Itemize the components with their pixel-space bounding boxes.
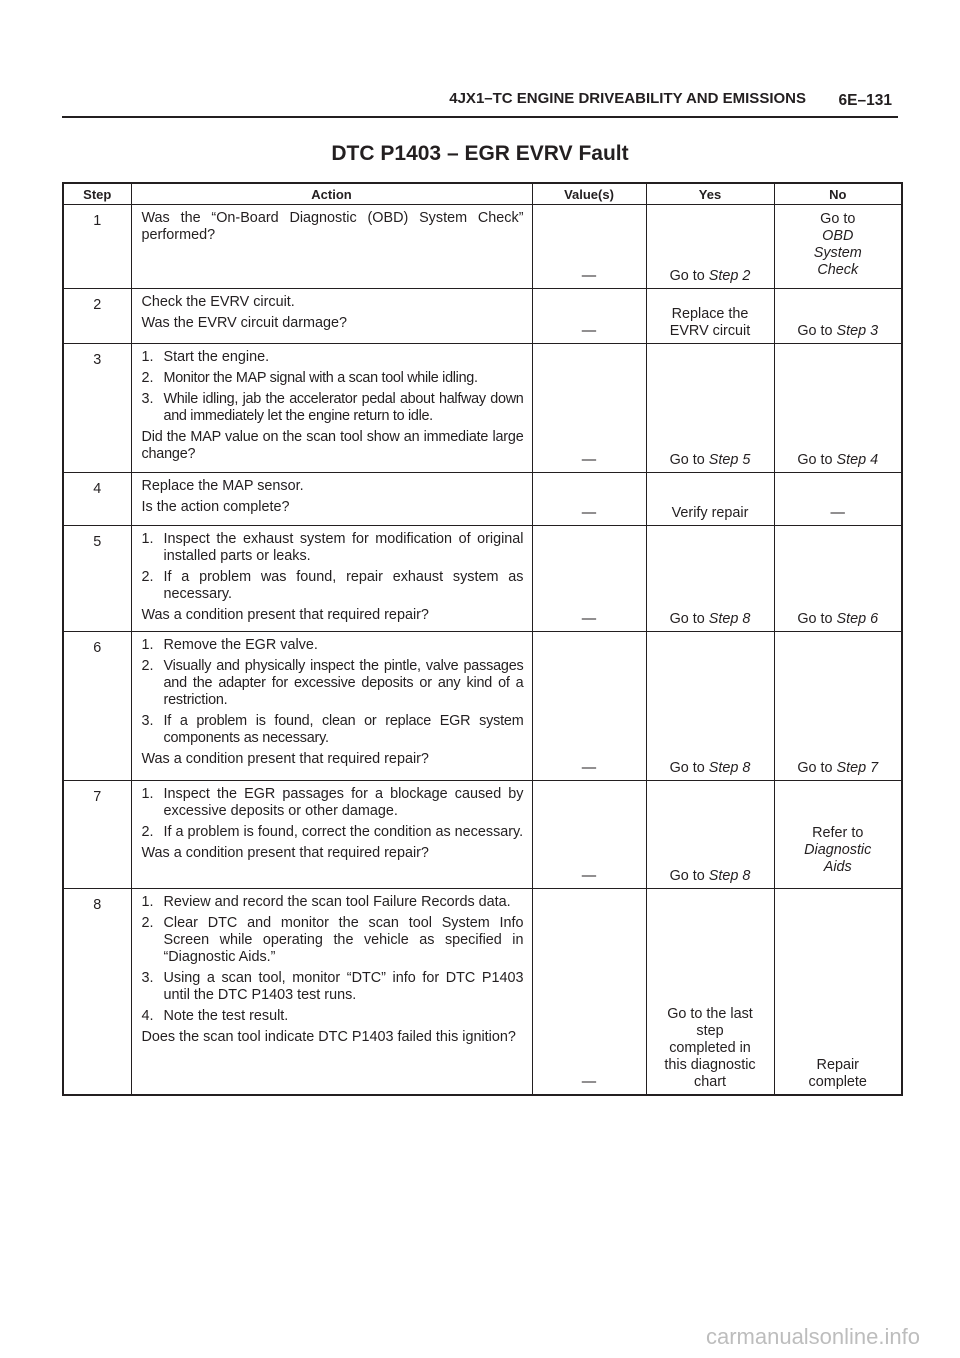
value-cell: — <box>532 205 646 289</box>
list-item: 3. Using a scan tool, monitor “DTC” info for DTC P1403 until the DTC P1403 test runs. <box>141 970 524 1003</box>
value-cell: — <box>532 632 646 781</box>
list-item: 2. Visually and physically inspect the pintle, valve passages and the adapter for excessive deposits or any kind of a restriction. <box>141 658 524 708</box>
no-cell: Go to Step 3 <box>774 289 902 344</box>
question: Was the “On-Board Diagnostic (OBD) System Check” performed? <box>141 210 524 243</box>
yes-cell: Verify repair <box>646 473 774 526</box>
table-row <box>63 781 902 889</box>
question: Was the EVRV circuit darmage? <box>141 315 348 331</box>
section-title: 4JX1–TC ENGINE DRIVEABILITY AND EMISSIONS <box>449 90 806 107</box>
question: Did the MAP value on the scan tool show an immediate large change? <box>141 429 524 462</box>
list-item: 2. If a problem was found, repair exhaust system as necessary. <box>141 569 524 602</box>
list-item: 2. Monitor the MAP signal with a scan tool while idling. <box>141 370 478 386</box>
no-cell: Repair complete <box>774 889 902 1095</box>
table-row <box>63 289 902 344</box>
col-no: No <box>774 183 902 205</box>
page-number: 6E–131 <box>838 92 892 109</box>
yes-cell: Go to Step 8 <box>646 781 774 889</box>
action-cell <box>131 889 532 1095</box>
yes-cell: Go to the last step completed in this diagnostic chart <box>646 889 774 1095</box>
list-item: 1. Inspect the EGR passages for a blockage caused by excessive deposits or other damage. <box>141 786 524 819</box>
action-cell <box>131 632 532 781</box>
value-cell: — <box>532 526 646 632</box>
action-cell <box>131 205 532 289</box>
step-number: 8 <box>63 889 131 1095</box>
action-cell <box>131 344 532 473</box>
table-row <box>63 205 902 289</box>
question: Is the action complete? <box>141 499 290 515</box>
yes-cell: Go to Step 5 <box>646 344 774 473</box>
question: Does the scan tool indicate DTC P1403 failed this ignition? <box>141 1029 516 1045</box>
no-cell: Go to Step 4 <box>774 344 902 473</box>
list-item: 3. While idling, jab the accelerator pedal about halfway down and immediately let the engine return to idle. <box>141 391 524 424</box>
value-cell: — <box>532 289 646 344</box>
step-number: 2 <box>63 289 131 344</box>
yes-cell: Go to Step 8 <box>646 632 774 781</box>
table-row <box>63 344 902 473</box>
question: Was a condition present that required repair? <box>141 845 429 861</box>
table-row <box>63 473 902 526</box>
value-cell: — <box>532 473 646 526</box>
value-cell: — <box>532 781 646 889</box>
table-header-row <box>63 183 902 205</box>
list-item: 1. Inspect the exhaust system for modification of original installed parts or leaks. <box>141 531 524 564</box>
step-number: 4 <box>63 473 131 526</box>
list-item: 4. Note the test result. <box>141 1008 289 1024</box>
question: Was a condition present that required repair? <box>141 607 429 623</box>
step-number: 6 <box>63 632 131 781</box>
no-cell: Go to Step 7 <box>774 632 902 781</box>
table-row <box>63 632 902 781</box>
col-step: Step <box>63 183 131 205</box>
col-yes: Yes <box>646 183 774 205</box>
list-item: 1. Start the engine. <box>141 349 270 365</box>
col-action: Action <box>131 183 532 205</box>
list-item: 1. Review and record the scan tool Failure Records data. <box>141 894 511 910</box>
no-cell: Refer to Diagnostic Aids <box>774 781 902 889</box>
table-row <box>63 889 902 1095</box>
diagnostic-table <box>62 182 903 1096</box>
step-number: 3 <box>63 344 131 473</box>
yes-cell: Replace the EVRV circuit <box>646 289 774 344</box>
step-number: 7 <box>63 781 131 889</box>
page-title: DTC P1403 – EGR EVRV Fault <box>331 142 629 165</box>
no-cell: Go to OBD System Check <box>774 205 902 289</box>
no-cell: — <box>774 473 902 526</box>
action-cell <box>131 781 532 889</box>
list-item: 3. If a problem is found, clean or replace EGR system components as necessary. <box>141 713 524 746</box>
list-item: 2. Clear DTC and monitor the scan tool System Info Screen while operating the vehicle as specified in “Diagnostic Aids.” <box>141 915 524 965</box>
value-cell: — <box>532 344 646 473</box>
no-cell: Go to Step 6 <box>774 526 902 632</box>
step-number: 1 <box>63 205 131 289</box>
yes-cell: Go to Step 8 <box>646 526 774 632</box>
action-cell <box>131 526 532 632</box>
yes-cell: Go to Step 2 <box>646 205 774 289</box>
page-header <box>62 86 898 118</box>
value-cell: — <box>532 889 646 1095</box>
list-item: 1. Remove the EGR valve. <box>141 637 318 653</box>
list-item: 2. If a problem is found, correct the condition as necessary. <box>141 824 524 840</box>
question: Was a condition present that required repair? <box>141 751 429 767</box>
watermark: carmanualsonline.info <box>705 1324 920 1349</box>
action-cell: Check the EVRV circuit. Was the EVRV circuit darmage? <box>131 289 532 344</box>
step-number: 5 <box>63 526 131 632</box>
action-cell: Replace the MAP sensor. Is the action complete? <box>131 473 532 526</box>
table-row <box>63 526 902 632</box>
col-values: Value(s) <box>532 183 646 205</box>
